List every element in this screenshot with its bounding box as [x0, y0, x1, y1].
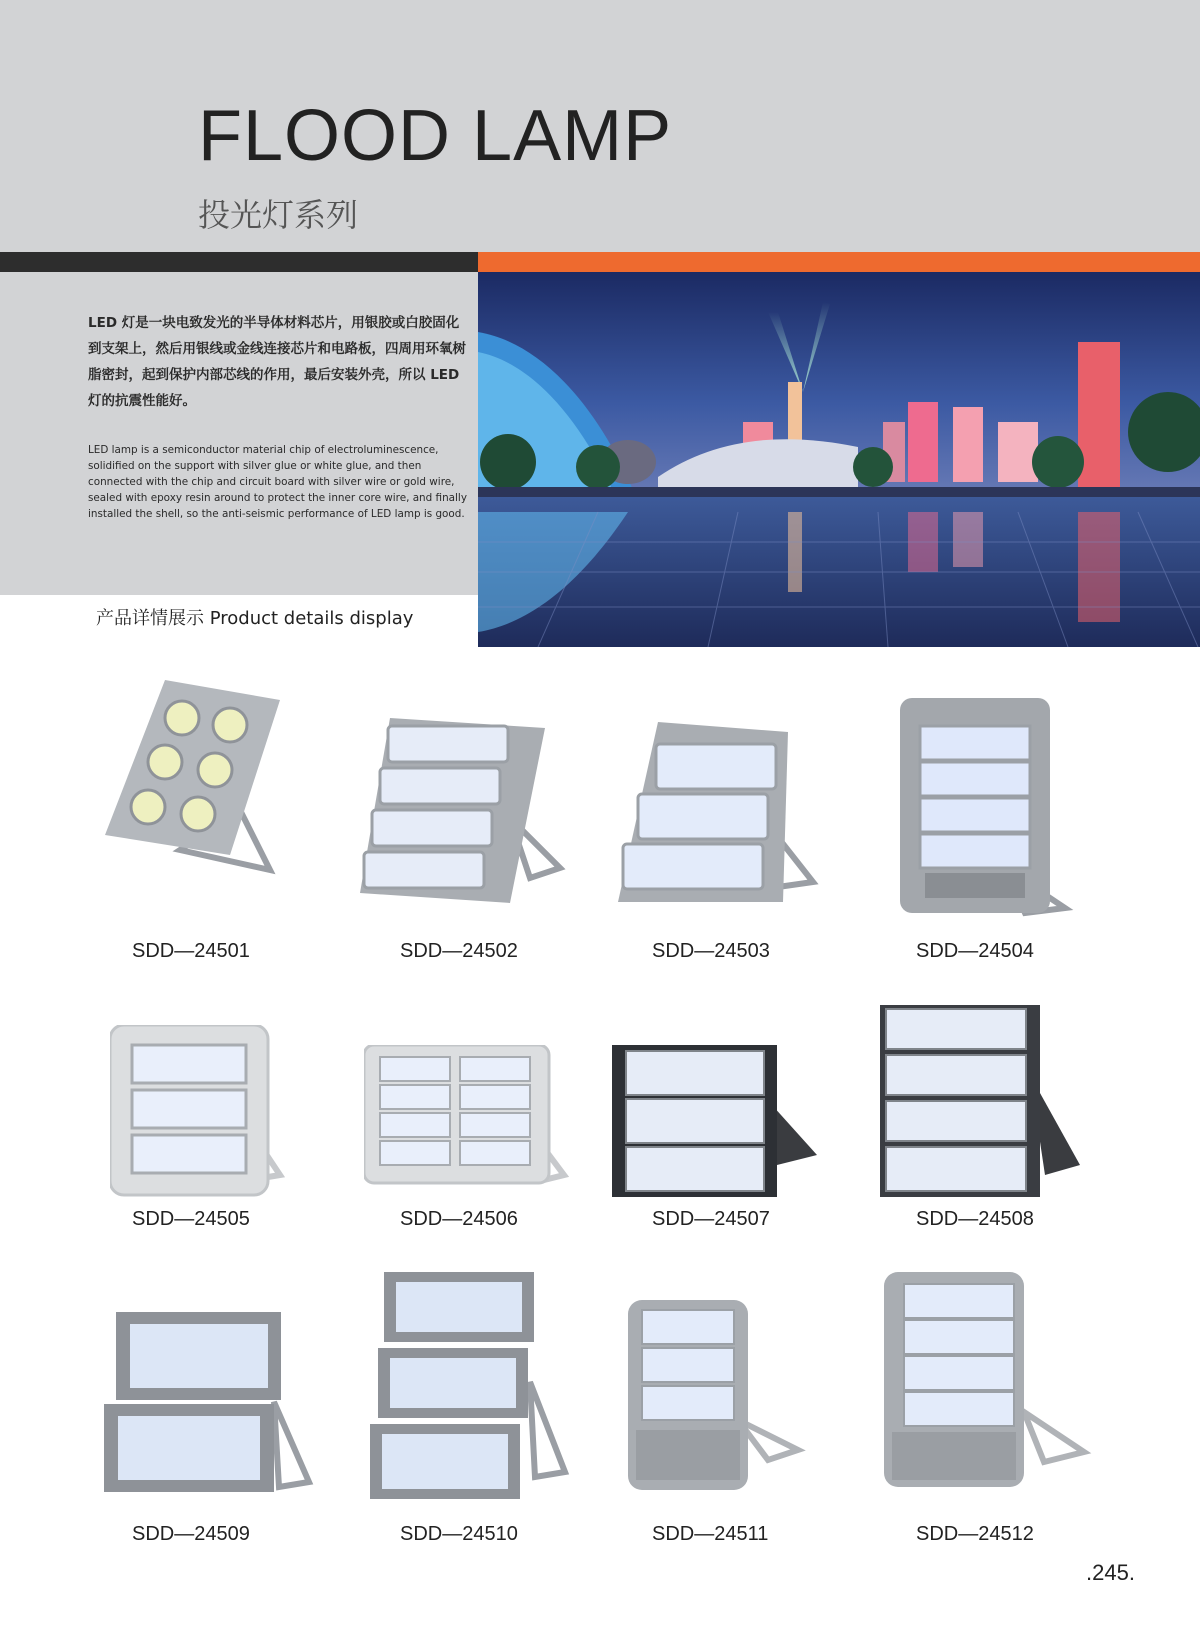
product-code: SDD—24512	[916, 1523, 1034, 1545]
lamp-icon-24506	[364, 1045, 574, 1185]
lamp-icon-24504	[895, 698, 1075, 918]
lamp-icon-24512	[884, 1272, 1094, 1487]
product-code: SDD—24502	[400, 940, 518, 962]
product-code: SDD—24504	[916, 940, 1034, 962]
city-night-photo	[478, 272, 1200, 647]
lamp-icon-24507	[612, 1045, 822, 1200]
product-code: SDD—24506	[400, 1208, 518, 1230]
product-code: SDD—24509	[132, 1523, 250, 1545]
lamp-icon-24501	[100, 680, 300, 880]
intro-english-text: LED lamp is a semiconductor material chip of electroluminescence, solidified on the support with silver glue or white glue, and then connected with the chip and circuit board with silver wire or gold wire, sealed with epoxy resin around to protect the inner core wire, and finally installed the shell, so the anti-seismic performance of LED lamp is good.	[88, 444, 467, 520]
product-code: SDD—24503	[652, 940, 770, 962]
page-title: FLOOD LAMP	[198, 96, 673, 176]
product-code: SDD—24508	[916, 1208, 1034, 1230]
product-code: SDD—24507	[652, 1208, 770, 1230]
page-subtitle: 投光灯系列	[198, 196, 359, 234]
lamp-icon-24510	[370, 1272, 570, 1502]
product-code: SDD—24501	[132, 940, 250, 962]
product-code: SDD—24510	[400, 1523, 518, 1545]
section-label: 产品详情展示 Product details display	[96, 608, 414, 629]
lamp-icon-24503	[618, 722, 828, 912]
lamp-icon-24502	[360, 718, 570, 908]
divider-dark	[0, 252, 478, 272]
divider-orange	[478, 252, 1200, 272]
lamp-icon-24509	[104, 1312, 314, 1492]
lamp-icon-24508	[880, 1005, 1080, 1200]
page-number: .245.	[1086, 1560, 1135, 1585]
product-code: SDD—24505	[132, 1208, 250, 1230]
intro-chinese-text: LED 灯是一块电致发光的半导体材料芯片，用银胶或白胶固化到支架上，然后用银线或金线连接芯片和电路板，四周用环氧树脂密封，起到保护内部芯线的作用，最后安装外壳，所以 LED 灯的抗震性能好。	[88, 315, 466, 409]
product-code: SDD—24511	[652, 1523, 769, 1545]
lamp-icon-24511	[628, 1300, 808, 1490]
lamp-icon-24505	[110, 1025, 290, 1197]
